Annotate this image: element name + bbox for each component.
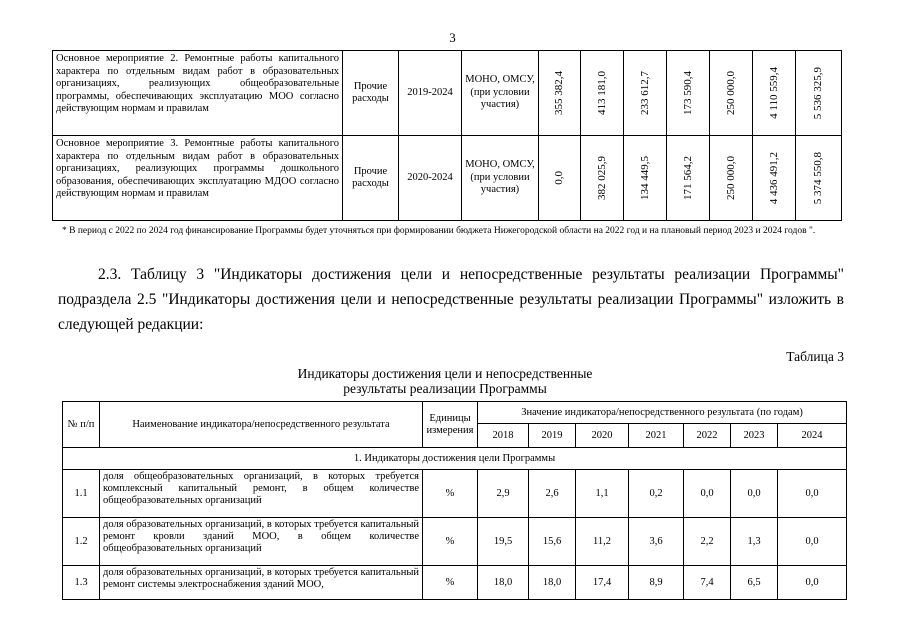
col-values-header: Значение индикатора/непосредственного результата (по годам)	[478, 402, 847, 424]
row-number: 1.3	[63, 566, 100, 600]
amount-cell: 413 181,0	[581, 51, 624, 136]
expense-category: Прочие расходы	[343, 136, 399, 221]
value-cell: 2,6	[529, 470, 576, 518]
period: 2019-2024	[399, 51, 462, 136]
amendment-paragraph: 2.3. Таблицу 3 "Индикаторы достижения цели и непосредственные результаты реализации Программы" подраздела 2.5 "Индикаторы достижения цели и непосредственные результаты реализации Программы" изложить в следующей редакции:	[58, 266, 844, 333]
year-header: 2023	[731, 424, 778, 448]
indicator-name: доля общеобразовательных организаций, в которых требуется комплексный капитальный ремонт, в общем количестве общеобразовательных организаций	[100, 470, 423, 518]
value-cell: 18,0	[529, 566, 576, 600]
year-header: 2024	[778, 424, 847, 448]
section-title: 1. Индикаторы достижения цели Программы	[63, 448, 847, 470]
measure-description: Основное мероприятие 2. Ремонтные работы капитального характера по отдельным видам работ в образовательных организациях, реализующих общеобразовательные программы, обеспечивающих эксплуатацию МОО согласно действующим нормам и правилам	[53, 51, 343, 136]
amount-cell: 171 564,2	[667, 136, 710, 221]
measure-description: Основное мероприятие 3. Ремонтные работы капитального характера по отдельным видам работ в образовательных организациях, реализующих программы дошкольного образования, обеспечивающих эксплуатацию МДОО согласно действующим нормам и правилам	[53, 136, 343, 221]
section-row	[63, 448, 847, 470]
indicator-name: доля образовательных организаций, в которых требуется капитальный ремонт системы электроснабжения зданий МОО,	[100, 566, 423, 600]
table-title-line: Индикаторы достижения цели и непосредственные	[297, 366, 593, 381]
value-cell: 18,0	[478, 566, 529, 600]
value-cell: 0,0	[731, 470, 778, 518]
amount-cell: 134 449,5	[624, 136, 667, 221]
value-cell: 0,0	[778, 518, 847, 566]
year-header: 2020	[576, 424, 629, 448]
col-name-header: Наименование индикатора/непосредственного результата	[100, 402, 423, 448]
value-cell: 0,0	[778, 566, 847, 600]
row-number: 1.2	[63, 518, 100, 566]
value-cell: 8,9	[629, 566, 684, 600]
value-cell: 6,5	[731, 566, 778, 600]
table-title-line: результаты реализации Программы	[343, 381, 547, 396]
footnote: * В период с 2022 по 2024 год финансирование Программы будет уточняться при формировании бюджета Нижегородской области на 2022 год и на плановый период 2023 и 2024 годов ".	[62, 226, 816, 236]
amount-cell: 250 000,0	[710, 51, 753, 136]
indicator-name: доля образовательных организаций, в которых требуется капитальный ремонт кровли зданий МОО, в общем количестве общеобразовательных организаций	[100, 518, 423, 566]
value-cell: 2,2	[684, 518, 731, 566]
amount-cell: 355 382,4	[539, 51, 581, 136]
funding-table	[52, 50, 842, 221]
value-cell: 7,4	[684, 566, 731, 600]
year-header: 2019	[529, 424, 576, 448]
col-num-header: № п/п	[63, 402, 100, 448]
value-cell: 3,6	[629, 518, 684, 566]
value-cell: 19,5	[478, 518, 529, 566]
amount-cell: 5 536 325,9	[796, 51, 842, 136]
row-number: 1.1	[63, 470, 100, 518]
table-label: Таблица 3	[786, 349, 844, 364]
value-cell: 11,2	[576, 518, 629, 566]
amount-cell: 4 436 491,2	[753, 136, 796, 221]
unit-cell: %	[423, 566, 478, 600]
period: 2020-2024	[399, 136, 462, 221]
amount-cell: 233 612,7	[624, 51, 667, 136]
amount-cell: 173 590,4	[667, 51, 710, 136]
col-unit-header: Единицы измерения	[423, 402, 478, 448]
value-cell: 17,4	[576, 566, 629, 600]
amount-cell: 250 000,0	[710, 136, 753, 221]
value-cell: 1,3	[731, 518, 778, 566]
value-cell: 0,0	[778, 470, 847, 518]
table-row	[63, 470, 847, 518]
amount-cell: 382 025,9	[581, 136, 624, 221]
year-header: 2022	[684, 424, 731, 448]
unit-cell: %	[423, 470, 478, 518]
indicators-table	[62, 401, 847, 600]
value-cell: 15,6	[529, 518, 576, 566]
value-cell: 1,1	[576, 470, 629, 518]
table-title	[250, 366, 640, 396]
header-row	[63, 402, 847, 424]
executor: МОНО, ОМСУ, (при условии участия)	[462, 136, 539, 221]
amount-cell: 4 110 559,4	[753, 51, 796, 136]
unit-cell: %	[423, 518, 478, 566]
table-row	[63, 566, 847, 600]
value-cell: 2,9	[478, 470, 529, 518]
value-cell: 0,0	[684, 470, 731, 518]
table-row	[53, 51, 842, 136]
executor: МОНО, ОМСУ, (при условии участия)	[462, 51, 539, 136]
table-row	[63, 518, 847, 566]
amount-cell: 5 374 550,8	[796, 136, 842, 221]
year-header: 2018	[478, 424, 529, 448]
year-header: 2021	[629, 424, 684, 448]
amount-cell: 0,0	[539, 136, 581, 221]
expense-category: Прочие расходы	[343, 51, 399, 136]
value-cell: 0,2	[629, 470, 684, 518]
table-row	[53, 136, 842, 221]
page-number: 3	[449, 30, 456, 45]
